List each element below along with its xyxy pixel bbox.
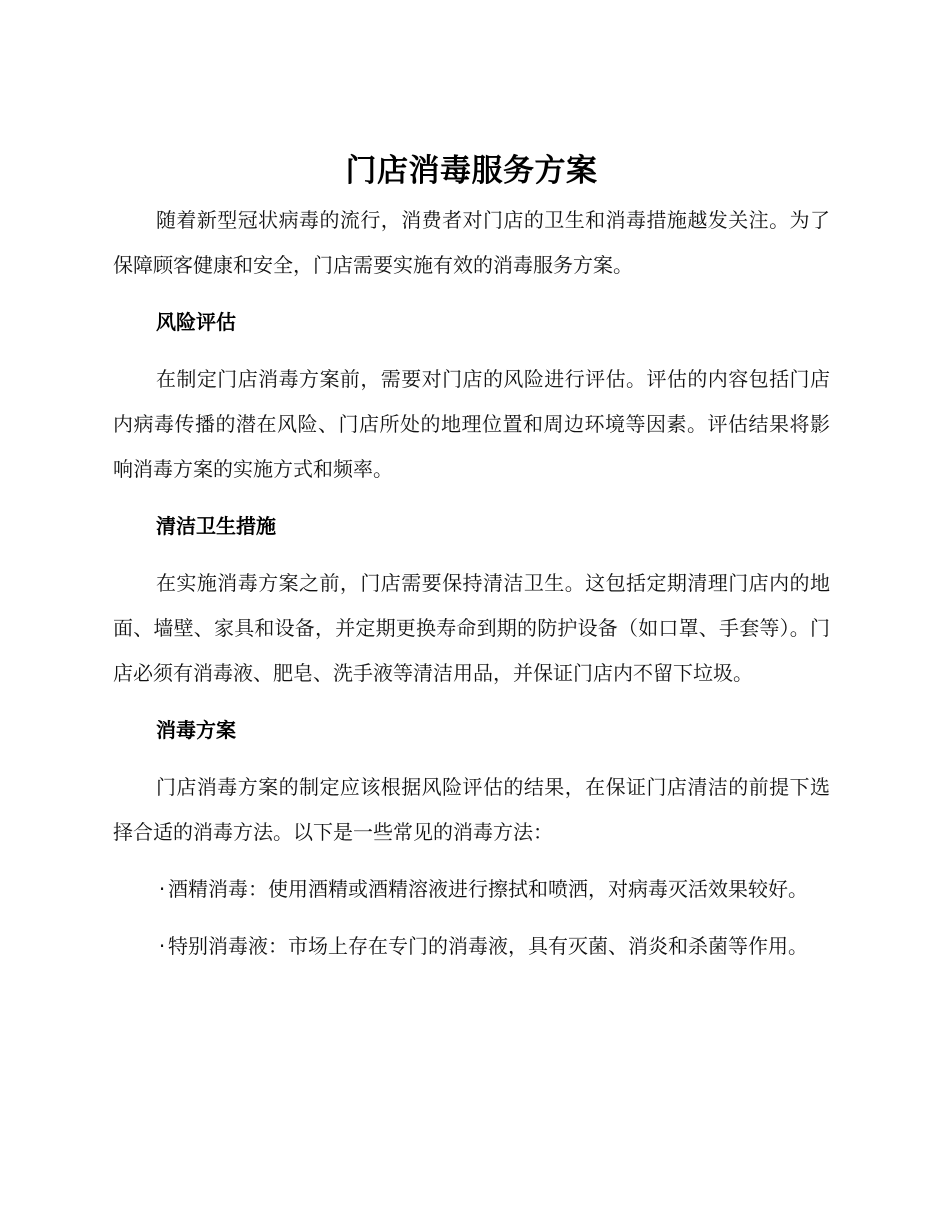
list-item-text: 特别消毒液：市场上存在专门的消毒液，具有灭菌、消炎和杀菌等作用。 (168, 934, 808, 958)
list-item-special-disinfectant (113, 924, 830, 969)
intro-paragraph: 随着新型冠状病毒的流行，消费者对门店的卫生和消毒措施越发关注。为了保障顾客健康和安全，门店需要实施有效的消毒服务方案。 (113, 208, 830, 277)
section-text-disinfection-plan: 门店消毒方案的制定应该根据风险评估的结果，在保证门店清洁的前提下选择合适的消毒方法。以下是一些常见的消毒方法： (113, 775, 830, 844)
section-heading-risk-assessment: 风险评估 (156, 310, 236, 334)
bullet-marker: · (158, 877, 166, 901)
document-title: 门店消毒服务方案 (345, 153, 598, 189)
list-item-alcohol-disinfection (113, 867, 830, 912)
section-heading-cleaning-measures: 清洁卫生措施 (156, 514, 276, 538)
document-body (113, 148, 830, 981)
section-heading-disinfection-plan: 消毒方案 (156, 718, 236, 742)
section-text-risk-assessment: 在制定门店消毒方案前，需要对门店的风险进行评估。评估的内容包括门店内病毒传播的潜在风险、门店所处的地理位置和周边环境等因素。评估结果将影响消毒方案的实施方式和频率。 (113, 367, 830, 481)
list-item-text: 酒精消毒：使用酒精或酒精溶液进行擦拭和喷洒，对病毒灭活效果较好。 (168, 877, 808, 901)
bullet-marker: · (158, 934, 166, 958)
section-text-cleaning-measures: 在实施消毒方案之前，门店需要保持清洁卫生。这包括定期清理门店内的地面、墙壁、家具和设备，并定期更换寿命到期的防护设备（如口罩、手套等）。门店必须有消毒液、肥皂、洗手液等清洁用品，并保证门店内不留下垃圾。 (113, 571, 830, 685)
